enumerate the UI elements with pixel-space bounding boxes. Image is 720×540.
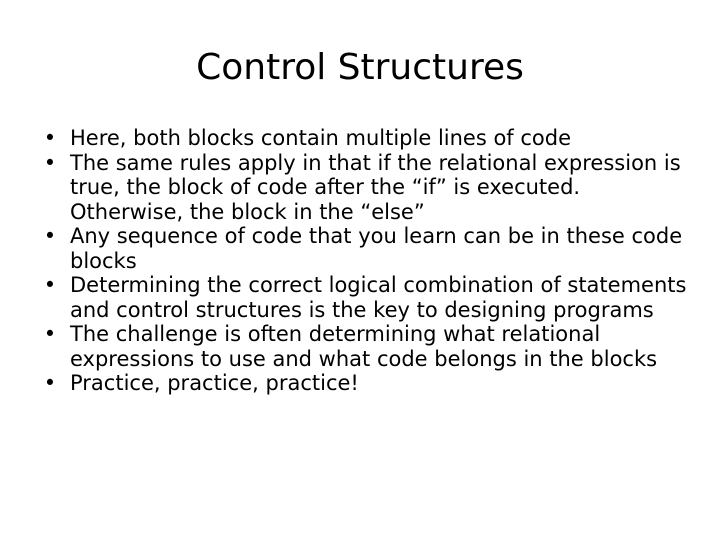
bullet-text: The challenge is often determining what relational expressions to use and what code belongs in the blocks	[70, 322, 658, 371]
bullet-text: Practice, practice, practice!	[70, 371, 359, 395]
bullet-dot-icon: •	[43, 273, 57, 297]
bullet-dot-icon: •	[43, 322, 57, 346]
bullet-item	[40, 126, 690, 151]
bullet-text: Here, both blocks contain multiple lines of code	[70, 126, 572, 150]
bullet-item	[40, 224, 690, 273]
bullet-text: Determining the correct logical combination of statements and control structures is the key to designing programs	[70, 273, 687, 322]
bullet-item	[40, 371, 690, 396]
bullet-dot-icon: •	[43, 224, 57, 248]
bullet-dot-icon: •	[43, 150, 57, 175]
bullet-item	[40, 273, 690, 322]
bullet-item	[40, 151, 690, 225]
bullet-dot-icon: •	[43, 371, 57, 395]
bullet-text: The same rules apply in that if the relational expression is true, the block of code after the “if” is executed. Otherwise, the block in the “else”	[70, 150, 681, 224]
bullet-list	[40, 126, 690, 396]
bullet-text: Any sequence of code that you learn can be in these code blocks	[70, 224, 683, 273]
slide-title: Control Structures	[196, 47, 524, 88]
bullet-dot-icon: •	[43, 126, 57, 150]
bullet-item	[40, 322, 690, 371]
